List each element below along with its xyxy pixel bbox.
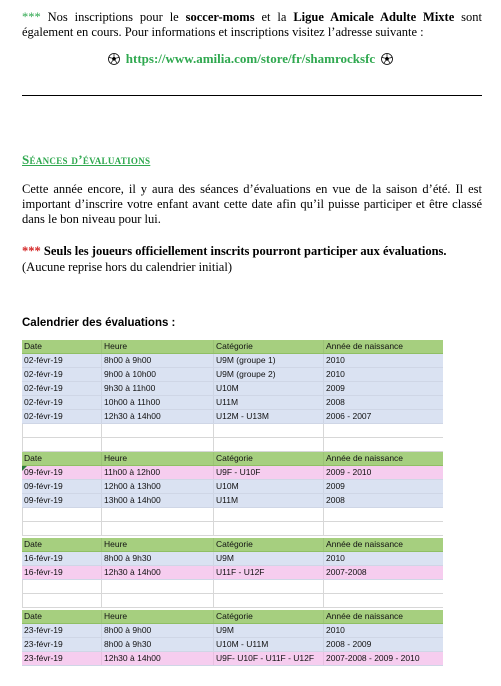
table-cell: 2010: [323, 368, 443, 381]
calendar-title: Calendrier des évaluations :: [22, 317, 176, 329]
table-cell: 13h00 à 14h00: [101, 494, 213, 507]
intro-asterisks: ***: [22, 10, 41, 24]
table-row: [22, 480, 443, 494]
table-cell: U11F - U12F: [213, 566, 323, 579]
empty-cell: [22, 438, 101, 451]
empty-row: [22, 508, 443, 522]
table-cell: 2008: [323, 494, 443, 507]
table-cell: 2009: [323, 480, 443, 493]
empty-cell: [101, 580, 213, 593]
column-header: Heure: [101, 340, 213, 353]
calendar-block: [22, 340, 443, 452]
column-header: Date: [24, 539, 42, 549]
intro-text-3: sont également en cours. Pour informations et inscriptions visitez l’adresse suivante :: [22, 10, 482, 39]
table-cell: 8h00 à 9h00: [101, 624, 213, 637]
column-header: Heure: [101, 610, 213, 623]
column-header: Date: [24, 453, 42, 463]
table-cell: 23-févr-19: [24, 625, 63, 635]
empty-cell: [101, 594, 213, 607]
table-row: [22, 638, 443, 652]
table-cell: 12h30 à 14h00: [101, 410, 213, 423]
section-divider: [22, 95, 482, 96]
column-header: Date: [24, 611, 42, 621]
table-cell: 8h00 à 9h30: [101, 638, 213, 651]
table-header-row: [22, 340, 443, 354]
column-header: Catégorie: [213, 452, 323, 465]
table-cell: 02-févr-19: [24, 383, 63, 393]
table-cell: 9h30 à 11h00: [101, 382, 213, 395]
table-cell: 02-févr-19: [24, 369, 63, 379]
empty-cell: [213, 424, 323, 437]
table-cell: 2007-2008: [323, 566, 443, 579]
empty-cell: [323, 580, 443, 593]
empty-row: [22, 594, 443, 608]
calendar-block: [22, 610, 443, 666]
table-cell: 10h00 à 11h00: [101, 396, 213, 409]
table-cell: 2008: [323, 396, 443, 409]
table-cell: 02-févr-19: [24, 411, 63, 421]
table-cell: 23-févr-19: [24, 639, 63, 649]
column-header: Heure: [101, 452, 213, 465]
empty-cell: [323, 424, 443, 437]
table-cell: 2010: [323, 354, 443, 367]
warning-asterisks: ***: [22, 244, 41, 258]
registration-link[interactable]: https://www.amilia.com/store/fr/shamrocksfc: [125, 51, 376, 66]
calendar-block: [22, 452, 443, 536]
column-header: Catégorie: [213, 610, 323, 623]
table-cell: 23-févr-19: [24, 653, 63, 663]
table-cell: U9M: [213, 552, 323, 565]
table-row: [22, 368, 443, 382]
table-cell: 8h00 à 9h30: [101, 552, 213, 565]
column-header: Année de naissance: [323, 452, 443, 465]
table-row: [22, 652, 443, 666]
empty-cell: [22, 508, 101, 521]
empty-row: [22, 522, 443, 536]
column-header: Année de naissance: [323, 340, 443, 353]
column-header: Catégorie: [213, 538, 323, 551]
table-cell: U10M - U11M: [213, 638, 323, 651]
empty-cell: [101, 424, 213, 437]
section-heading: Séances d’évaluations: [22, 152, 151, 167]
empty-cell: [101, 438, 213, 451]
cell-comment-marker-icon: [22, 466, 27, 471]
table-cell: 2010: [323, 624, 443, 637]
intro-paragraph: [22, 10, 482, 40]
empty-cell: [213, 522, 323, 535]
empty-row: [22, 424, 443, 438]
table-cell: 02-févr-19: [24, 355, 63, 365]
warning-text: Seuls les joueurs officiellement inscrits pourront participer aux évaluations.: [40, 244, 447, 258]
table-cell: 11h00 à 12h00: [101, 466, 213, 479]
table-cell: U9F- U10F - U11F - U12F: [213, 652, 323, 665]
column-header: Heure: [101, 538, 213, 551]
table-cell: 12h30 à 14h00: [101, 652, 213, 665]
table-cell: 12h00 à 13h00: [101, 480, 213, 493]
table-cell: 2008 - 2009: [323, 638, 443, 651]
empty-cell: [213, 594, 323, 607]
empty-cell: [22, 594, 101, 607]
table-cell: 2009: [323, 382, 443, 395]
table-cell: U12M - U13M: [213, 410, 323, 423]
empty-cell: [213, 508, 323, 521]
table-cell: 2009 - 2010: [323, 466, 443, 479]
table-row: [22, 396, 443, 410]
empty-row: [22, 438, 443, 452]
empty-cell: [323, 594, 443, 607]
empty-cell: [101, 522, 213, 535]
column-header: Année de naissance: [323, 538, 443, 551]
table-cell: 16-févr-19: [24, 553, 63, 563]
table-cell: U9F - U10F: [213, 466, 323, 479]
soccer-ball-icon: [108, 53, 120, 65]
warning-note: (Aucune reprise hors du calendrier initial): [22, 260, 232, 274]
empty-row: [22, 580, 443, 594]
table-header-row: [22, 452, 443, 466]
table-cell: 16-févr-19: [24, 567, 63, 577]
table-cell: 2006 - 2007: [323, 410, 443, 423]
soccer-ball-icon: [381, 53, 393, 65]
table-cell: U11M: [213, 494, 323, 507]
column-header: Catégorie: [213, 340, 323, 353]
table-cell: U9M (groupe 2): [213, 368, 323, 381]
table-header-row: [22, 538, 443, 552]
registration-link-line: [0, 51, 501, 67]
table-cell: 2007-2008 - 2009 - 2010: [323, 652, 443, 665]
calendar-block: [22, 538, 443, 608]
table-row: [22, 466, 443, 480]
table-row: [22, 552, 443, 566]
empty-cell: [22, 522, 101, 535]
empty-cell: [323, 522, 443, 535]
table-cell: 02-févr-19: [24, 397, 63, 407]
empty-cell: [323, 508, 443, 521]
table-row: [22, 494, 443, 508]
table-cell: 8h00 à 9h00: [101, 354, 213, 367]
table-cell: U11M: [213, 396, 323, 409]
table-cell: 09-févr-19: [24, 495, 63, 505]
column-header: Date: [24, 341, 42, 351]
intro-bold-league: Ligue Amicale Adulte Mixte: [293, 10, 455, 24]
table-cell: 2010: [323, 552, 443, 565]
empty-cell: [22, 580, 101, 593]
empty-cell: [101, 508, 213, 521]
table-header-row: [22, 610, 443, 624]
table-row: [22, 410, 443, 424]
empty-cell: [323, 438, 443, 451]
section-paragraph: Cette année encore, il y aura des séances d’évaluations en vue de la saison d’été. Il est important d’inscrire votre enfant avant cette date afin qu’il puisse participer et être classé dans le bon niveau pour lui.: [22, 182, 482, 226]
table-cell: U10M: [213, 480, 323, 493]
empty-cell: [213, 438, 323, 451]
intro-text-2: et la: [254, 10, 294, 24]
table-row: [22, 624, 443, 638]
table-cell: U9M: [213, 624, 323, 637]
table-cell: 09-févr-19: [24, 481, 63, 491]
intro-bold-soccer-moms: soccer-moms: [185, 10, 255, 24]
table-cell: 09-févr-19: [24, 467, 63, 477]
table-cell: 9h00 à 10h00: [101, 368, 213, 381]
table-row: [22, 382, 443, 396]
table-cell: U9M (groupe 1): [213, 354, 323, 367]
intro-text-1: Nos inscriptions pour le: [40, 10, 186, 24]
column-header: Année de naissance: [323, 610, 443, 623]
table-cell: 12h30 à 14h00: [101, 566, 213, 579]
empty-cell: [22, 424, 101, 437]
warning-paragraph: [22, 244, 482, 259]
table-row: [22, 354, 443, 368]
table-cell: U10M: [213, 382, 323, 395]
empty-cell: [213, 580, 323, 593]
table-row: [22, 566, 443, 580]
